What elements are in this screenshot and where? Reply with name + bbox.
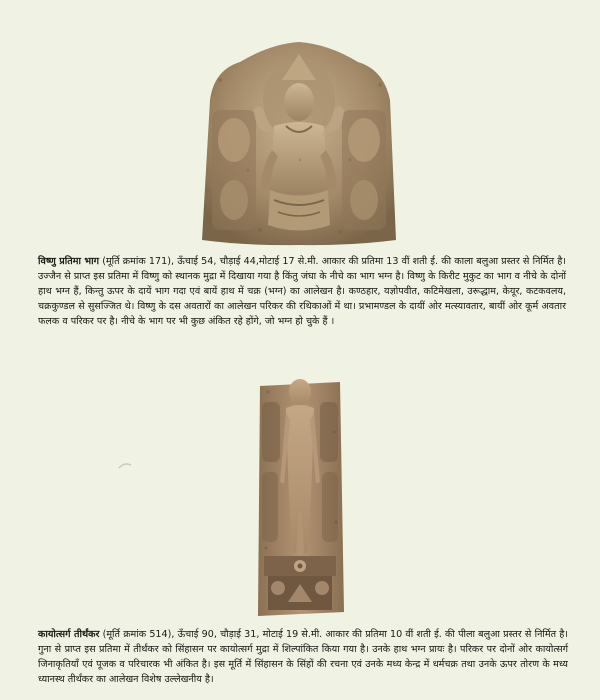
tirthankara-caption-title: कायोत्सर्ग तीर्थंकर xyxy=(38,629,100,640)
vishnu-caption-body: (मूर्ति क्रमांक 171), ऊँचाई 54, चौड़ाई 44,मोटाई 17 से.मी. आकार की प्रतिमा 13 वीं शती ई. की काला बलुआ प्रस्तर से निर्मित है। उज्जैन से प्राप्त इस प्रतिमा में विष्णु को स्थानक मुद्रा में दिखाया गया है किंतु जंघा के नीचे का भाग भग्न है। विष्णु के किरीट मुकुट का भाग व नीचे के दोनों हाथ भग्न हैं, किन्तु ऊपर के दायें भाग गदा एवं बायें हाथ में चक्र (भग्न) का आलेखन है। कण्ठहार, यज्ञोपवीत, कटिमेखला, उरूद्धाम, केयूर, कटकवलय, चक्रकुण्डल से सुसज्जित थे। विष्णु के दस अवतारों का आलेखन परिकर की रथिकाओं में था। प्रभामण्डल के दायीं ओर मत्स्यावतार, बायीं ओर कूर्म अवतार फलक व परिकर पर है। नीचे के भाग पर भी कुछ अंकित रहे होंगे, जो भग्न हो चुके हैं । xyxy=(38,256,566,327)
vishnu-caption xyxy=(38,254,566,329)
tirthankara-sculpture-photo xyxy=(254,372,346,618)
tirthankara-caption xyxy=(38,627,568,687)
tirthankara-caption-body: (मूर्ति क्रमांक 514), ऊँचाई 90, चौड़ाई 31, मोटाई 19 से.मी. आकार की प्रतिमा 10 वीं शती ई. की पीला बलुआ प्रस्तर से निर्मित है। गुना से प्राप्त इस प्रतिमा में तीर्थंकर को सिंहासन पर कायोत्सर्ग मुद्रा में शिल्पांकित किया गया है। उनके हाथ भग्न प्रायः है। परिकर पर दोनों ओर कायोत्सर्ग जिनाकृतियाँ एवं पूजक व परिचारक भी अंकित है। इस मूर्ति में सिंहासन के सिंहों की रचना एवं उनके मध्य केन्द्र में धर्मचक्र तथा उनके ऊपर तोरण के मध्य ध्यानस्थ तीर्थंकर का आलेखन विशेष उल्लेखनीय है। xyxy=(38,629,568,685)
vishnu-caption-title: विष्णु प्रतिमा भाग xyxy=(38,256,100,267)
page-smudge xyxy=(118,455,132,465)
vishnu-sculpture-photo xyxy=(200,40,398,246)
